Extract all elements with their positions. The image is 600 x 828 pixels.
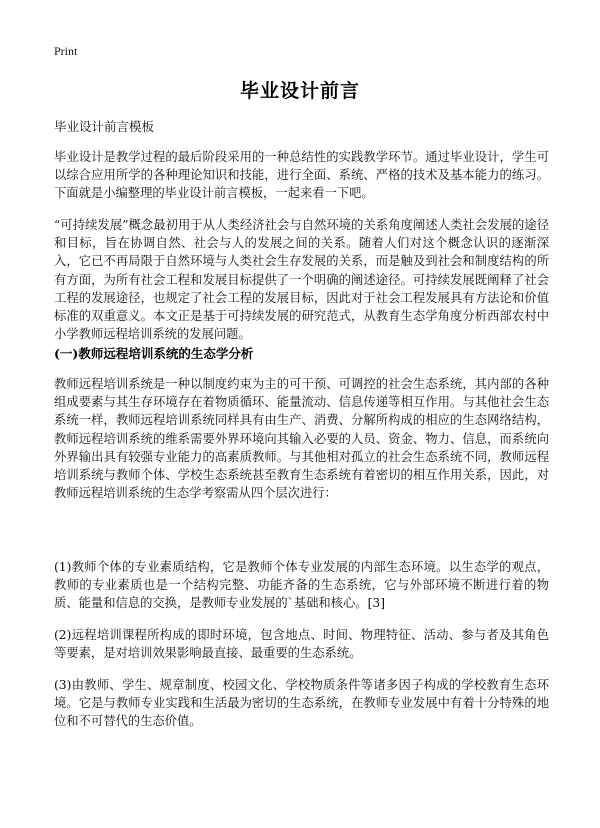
section-paragraph-level-1: (1)教师个体的专业素质结构，它是教师个体专业发展的内部生态环境。以生态学的观点，教师的专业素质也是一个结构完整、功能齐备的生态系统，它与外部环境不断进行着的物质、能量和信息的交换，是教师专业发展的`基础和核心。[3]	[54, 560, 549, 611]
section-paragraph-system: 教师远程培训系统是一种以制度约束为主的可干预、可调控的社会生态系统，其内部的各种组成要素与其生存环境存在着物质循环、能量流动、信息传递等相互作用。与其他社会生态系统一样，教师远程培训系统同样具有由生产、消费、分解所构成的相应的生态网络结构，教师远程培训系统的维系需要外界环境向其输入必要的人员、资金、物力、信息，而系统向外界输出具有较强专业能力的高素质教师。与其他相对孤立的社会生态系统不同，教师远程培训系统与教师个体、学校生态系统甚至教育生态系统有着密切的相互作用关系，因此，对教师远程培训系统的生态学考察需从四个层次进行：	[54, 377, 549, 501]
document-title: 毕业设计前言	[239, 80, 360, 102]
print-label: Print	[54, 44, 78, 58]
section-heading: (一)教师远程培训系统的生态学分析	[54, 346, 254, 361]
document-subtitle: 毕业设计前言模板	[54, 119, 155, 134]
section-paragraph-level-2: (2)远程培训课程所构成的即时环境，包含地点、时间、物理特征、活动、参与者及其角色等要素，是对培训效果影响最直接、最重要的生态系统。	[54, 628, 549, 661]
sustainability-paragraph: “可持续发展”概念最初用于从人类经济社会与自然环境的关系角度阐述人类社会发展的途径和目标，旨在协调自然、社会与人的发展之间的关系。随着人们对这个概念认识的逐渐深入，它已不再局限于自然环境与人类社会生存发展的关系，而是触及到社会和制度结构的所有方面，为所有社会工程和发展目标提供了一个明确的阐述途径。可持续发展既阐释了社会工程的发展途径，也规定了社会工程的发展目标，因此对于社会工程发展具有方法论和价值标准的双重意义。本文正是基于可持续发展的研究范式，从教育生态学角度分析西部农村中小学教师远程培训系统的发展问题。	[54, 218, 549, 342]
section-paragraph-level-3: (3)由教师、学生、规章制度、校园文化、学校物质条件等诸多因子构成的学校教育生态环境。它是与教师专业实践和生活最为密切的生态系统，在教师专业发展中有着十分特殊的地位和不可替代的生态价值。	[54, 678, 549, 729]
intro-paragraph: 毕业设计是教学过程的最后阶段采用的一种总结性的实践教学环节。通过毕业设计，学生可以综合应用所学的各种理论知识和技能，进行全面、系统、严格的技术及基本能力的练习。下面就是小编整理的毕业设计前言模板，一起来看一下吧。	[54, 150, 549, 201]
